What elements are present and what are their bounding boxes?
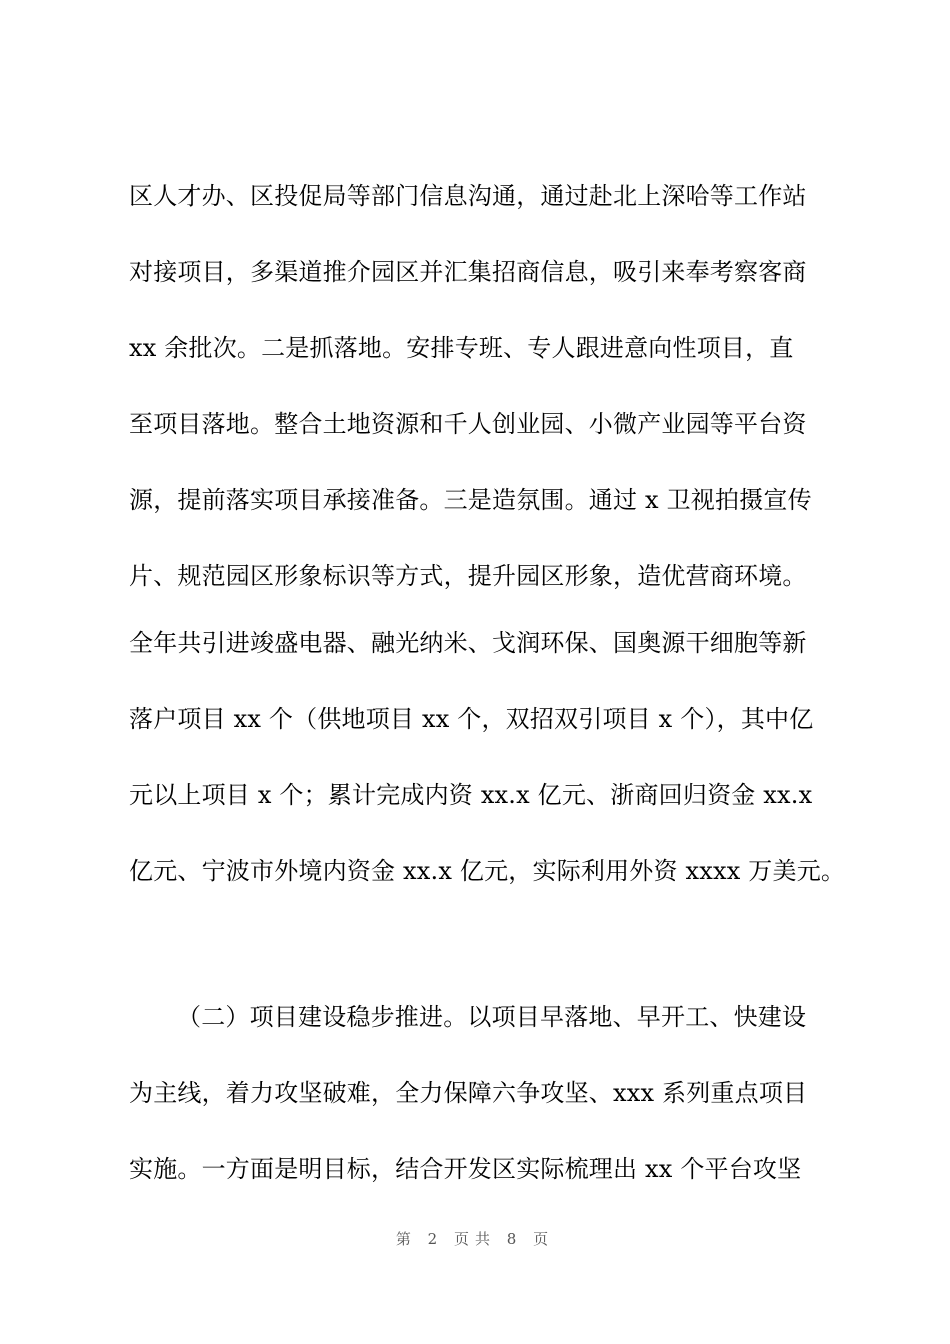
paragraph-1-line-7: 全年共引进竣盛电器、融光纳米、戈润环保、国奥源干细胞等新 (129, 629, 807, 657)
paragraph-1-line-4: 至项目落地。整合土地资源和千人创业园、小微产业园等平台资 (129, 410, 807, 438)
paragraph-1-line-1: 区人才办、区投促局等部门信息沟通，通过赴北上深哈等工作站 (129, 182, 807, 210)
paragraph-1-line-9: 元以上项目 x 个；累计完成内资 xx.x 亿元、浙商回归资金 xx.x (129, 781, 813, 809)
paragraph-1-line-2: 对接项目，多渠道推介园区并汇集招商信息，吸引来奉考察客商 (129, 258, 807, 286)
paragraph-1-line-5: 源，提前落实项目承接准备。三是造氛围。通过 x 卫视拍摄宣传 (129, 486, 812, 514)
page-number-footer: 第 2 页共 8 页 (395, 1230, 555, 1248)
paragraph-1-line-6: 片、规范园区形象标识等方式，提升园区形象，造优营商环境。 (129, 562, 807, 590)
paragraph-1-line-10: 亿元、宁波市外境内资金 xx.x 亿元，实际利用外资 xxxx 万美元。 (129, 857, 846, 885)
paragraph-2-line-3: 实施。一方面是明目标，结合开发区实际梳理出 xx 个平台攻坚 (129, 1155, 802, 1183)
paragraph-1-line-3: xx 余批次。二是抓落地。安排专班、专人跟进意向性项目，直 (129, 334, 794, 362)
paragraph-2-line-2: 为主线，着力攻坚破难，全力保障六争攻坚、xxx 系列重点项目 (129, 1079, 808, 1107)
paragraph-1-line-8: 落户项目 xx 个（供地项目 xx 个，双招双引项目 x 个），其中亿 (129, 705, 814, 733)
paragraph-2-line-1: （二）项目建设稳步推进。以项目早落地、早开工、快建设 (177, 1003, 807, 1031)
